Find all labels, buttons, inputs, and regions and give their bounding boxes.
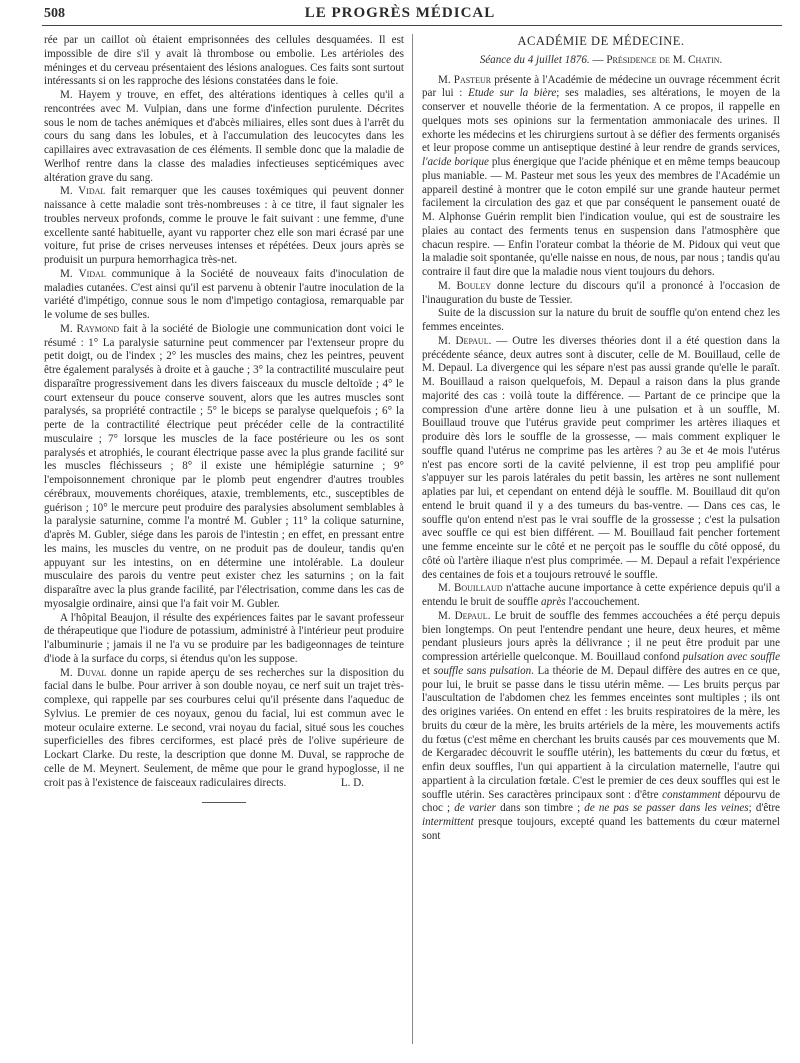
paragraph-text: presque toujours, excepté quand les battements du cœur maternel sont xyxy=(422,816,780,842)
journal-title: LE PROGRÈS MÉDICAL xyxy=(304,5,496,21)
emphasis: constamment xyxy=(662,788,721,801)
header-rule xyxy=(42,25,782,26)
paragraph-depaul-2: M. Depaul. Le bruit de souffle des femmes accouchées a été perçu depuis bien longtemps. On peut l'entendre pendant une heure, deux heures, et même pendant plusieurs jours après la délivrance ; il ne peut être produit par une compression artérielle quelconque. M. Bouillaud confond pulsation avec souffle et souffle sans pulsation. La théorie de M. Depaul diffère des autres en ce que, pour lui, le bruit se passe dans le tissu utérin même. — Les bruits perçus par l'auscultation de l'abdomen chez les femmes enceintes sont multiples ; ils ont des origines variées. On entend en effet : les bruits respiratoires de la mère, les bruits du cœur de la mère, les bruits artériels de la mère, les mouvements actifs du fœtus (c'est même en cherchant les bruits causés par ces mouvements que M. de Kergaradec découvrit le souffle utérin), les battements du cœur du fœtus, et enfin deux souffles, l'un qui appartient à la circulation maternelle, l'autre qui appartient à la circulation fœtale. C'est le premier de ces deux souffles qui est le souffle utérin. Ses caractères principaux sont : d'être constamment dépourvu de choc ; de varier dans son timbre ; de ne pas se passer dans les veines; d'être intermittent presque toujours, excepté quand les battements du cœur maternel sont xyxy=(422,609,781,842)
author-name: Bouley xyxy=(456,279,492,292)
emphasis: après xyxy=(541,596,566,608)
paragraph-pasteur: M. Pasteur présente à l'Académie de médecine un ouvrage récemment écrit par lui : Etude sur la bière; ses maladies, ses altérations, le moyen de la conserver et nouvelle théorie de la fermentation. A ce propos, il rappelle en quelques mots ses opinions sur la fermentation ammoniacale des urines. Il exhorte les médecins et les chirurgiens surtout à se défier des ferments organisés et leur propose comme un antiseptique destiné à leur rendre de grands services, l'acide borique plus énergique que l'acide phénique et en même temps beaucoup plus maniable. — M. Pasteur met sous les yeux des membres de l'Académie un appareil destiné à montrer que le coton empilé sur une grande hauteur permet facilement la circulation des gaz et que par conséquent le pansement ouaté de M. Alphonse Guérin remplit bien l'indication voulue, qui est de soustraire les plaies au contact des ferments tenus en suspension dans l'atmosphère que chacun respire. — Enfin l'orateur combat la théorie de M. Pidoux qui veut que la maladie soit spontanée, qu'elle naisse en nous, de nous, par nous ; tandis qu'au contraire il faut dire que la maladie nous vient toujours du dehors. xyxy=(422,73,781,278)
paragraph-text: dans son timbre ; xyxy=(500,802,581,815)
paragraph-vidal-2: M. Vidal communique à la Société de nouveaux faits d'inoculation de maladies cutanées. C'est ainsi qu'il est parvenu à obtenir l'autre inoculation de la variété d'impétigo, connue sous le nom d'impetigo contagiosa, remarquable par le volume de ses bulles. xyxy=(44,267,404,321)
paragraph-text: fait remarquer que les causes toxémiques qui peuvent donner naissance à cette maladie sont très-nombreuses : à ce titre, il faut signaler les troubles nerveux profonds, comme le prouve le fait suivant : une femme, d'une excellente santé habituelle, ayant vu rapporter chez elle son mari écrasé par une voiture, fut prise de crises nerveuses intenses et répétées. Deux jours après se produisit un purpura hemorrhagica très-net. xyxy=(44,185,404,266)
paragraph-caillot: rée par un caillot où étaient emprisonnées des cellules desquamées. Il est impossible de dire s'il y avait là thrombose ou embolie. Les artérioles des méninges et du cerveau présentaient des lésions analogues. Ces faits sont surtout intéressants si on les rapproche des lésions constatées dans le foie. xyxy=(44,34,404,88)
author-name: Raymond xyxy=(76,322,120,335)
author-name: Bouillaud xyxy=(453,582,503,595)
book-title: Etude sur la bière xyxy=(468,87,557,100)
paragraph-raymond: M. Raymond fait à la société de Biologie une communication dont voici le résumé : 1° La paralysie saturnine peut commencer par l'extenseur propre du petit doigt, ou de l'index ; 2° les muscles des mains, chez les peintres, peuvent être également paralysés à droite et à gauche ; 3° la contractilité musculaire peut disparaître progressivement dans les divers faisceaux du muscle deltoïde ; 4° le court extenseur du pouce conserve souvent, alors que les autres muscles sont paralysés, sa propriété contractile ; 5° le biceps se paralyse quelquefois ; 6° la perte de la contractilité électrique peut précéder celle de la contractilité musculaire ; 7° lorsque les muscles de la face postérieure ou les os sont paralysés et atrophiés, le courant électrique passe avec la plus grande facilité sur les muscles fléchisseurs ; 8° il existe une hémiplégie saturnine ; 9° l'empoisonnement chronique par le plomb peut engendrer d'autres troubles cérébraux, mouvements choréiques, ataxie, tremblements, etc., susceptibles de guérison ; 10° le mercure peut produire des paralysies absolument semblables à la paralysie saturnine, comme l'a montré M. Gubler ; 11° la colique saturnine, d'après M. Gubler, siége dans les parois de l'intestin ; en effet, en pressant entre les mains, les muscles du ventre, on ne produit pas de douleur, tandis qu'en appuyant sur les intestins, on en détermine une intolérable. La douleur musculaire des parois du ventre peut exister chez les saturnins ; on la fait disparaître avec la plus grande facilité, par l'électrisation, comme dans les cas de myosalgie ordinaire, ainsi que l'a fait voir M. Gubler. xyxy=(44,322,404,610)
paragraph-text: ; ses maladies, ses altérations, le moyen de la conserver et nouvelle théorie de la fermentation. A ce propos, il rappelle en quelques mots ses opinions sur la fermentation ammoniacale des urines. Il exhorte les médecins et les chirurgiens surtout à se défier des ferments organisés et leur propose comme un antiseptique destiné à leur rendre de grands services, xyxy=(422,87,781,155)
paragraph-suite: Suite de la discussion sur la nature du bruit de souffle qu'on entend chez les femmes enceintes. xyxy=(422,307,780,333)
emphasis: de varier xyxy=(454,802,496,815)
acid-name: l'acide borique xyxy=(422,156,489,168)
paragraph-depaul-1: M. Depaul. — Outre les diverses théories dont il a été question dans la précédente séance, deux autres sont à discuter, celle de M. Bouillaud, celle de M. Depaul. La divergence qui les sépare n'est pas aussi grande qu'elle le paraît. M. Bouillaud a raison quelquefois, M. Depaul a raison dans la plus grande majorité des cas : voilà toute la différence. — Partant de ce principe que la compression d'une artère donne lieu à une pulsation et à un souffle, M. Bouillaud trouve que l'utérus gravide peut comprimer les artères iliaques et produire dès lors le souffle de la grossesse, — mais comment expliquer le souffle quand l'utérus ne comprime pas les artères ? au 3e et 4e mois l'utérus n'est pas encore sorti de la cavité pelvienne, il est trop peu amplifié pour s'appuyer sur les parois latérales du petit bassin, les artères ne sont nullement aplaties par lui, et cependant on entend déjà le souffle. M. Bouillaud dit qu'on entend le bruit quand il y a des tumeurs du bas-ventre. — Dans ces cas, le souffle qu'on entend n'est pas le vrai souffle de la grossesse ; c'est la pulsation avec souffle ce qui est bien différent. — M. Bouillaud fait pencher fortement une femme enceinte sur le côté et ne perçoit pas le souffle du côté opposé, du côté où l'artère iliaque n'est plus comprimée. — M. Depaul a refait l'expérience des centaines de fois et a toujours retrouvé le souffle. xyxy=(422,334,780,581)
paragraph-text: dépourvu de choc ; xyxy=(422,788,780,815)
paragraph-text: ; d'être xyxy=(748,802,780,815)
paragraph-text: plus énergique que l'acide phénique et en même temps beaucoup plus maniable. — M. Pasteur met sous les yeux des membres de l'Académie un appareil destiné à montrer que le coton empilé sur une grande hauteur permet facilement la circulation des gaz et que par conséquent le pansement ouaté de M. Alphonse Guérin remplit bien l'indication voulue, qui est de soustraire les plaies au contact des ferments tenus en suspension dans l'atmosphère que chacun respire. — Enfin l'orateur combat la théorie de M. Pidoux qui veut que la maladie soit spontanée, qu'elle naisse en nous, de nous, par nous ; tandis qu'au contraire il faut dire que la maladie nous vient toujours du dehors. xyxy=(422,156,780,278)
right-column xyxy=(422,34,780,844)
paragraph-bouillaud: M. Bouillaud n'attache aucune importance à cette expérience depuis qu'il a entendu le bruit de souffle après l'accouchement. xyxy=(422,582,780,608)
paragraph-text: . La théorie de M. Depaul diffère des autres en ce que, pour lui, le bruit se passe dans le tissu utérin même. — Les bruits perçus par l'auscultation de l'abdomen chez les femmes enceintes sont multiples ; ils ont des origines variées. On entend en effet : les bruits respiratoires de la mère, les bruits du cœur de la mère, les bruits artériels de la mère, les mouvements actifs du fœtus (c'est même en cherchant les bruits causés par ces mouvements que M. de Kergaradec découvrit le souffle utérin), les battements du cœur du fœtus, et enfin deux souffles, l'un qui appartient à la circulation maternelle, l'autre qui appartient à la circulation fœtale. C'est le premier de ces deux souffles qui est le souffle utérin. Ses caractères principaux sont : d'être xyxy=(422,664,780,801)
paragraph-text: — Outre les diverses théories dont il a été question dans la précédente séance, deux autres sont à discuter, celle de M. Bouillaud, celle de M. Depaul. La divergence qui les sépare n'est pas aussi grande qu'elle le paraît. M. Bouillaud a raison quelquefois, M. Depaul a raison dans la plus grande majorité des cas : voilà toute la différence. — Partant de ce principe que la compression d'une artère donne lieu à une pulsation et à un souffle, M. Bouillaud trouve que l'utérus gravide peut comprimer les artères iliaques et produire dès lors le souffle de la grossesse, — mais comment expliquer le souffle quand l'utérus ne comprime pas les artères ? au 3e et 4e mois l'utérus n'est pas encore sorti de la cavité pelvienne, il est trop peu amplifié pour s'appuyer sur les parois latérales du petit bassin, les artères ne sont nullement aplaties par lui, et cependant on entend déjà le souffle. M. Bouillaud dit qu'on entend le bruit quand il y a des tumeurs du bas-ventre. — Dans ces cas, le souffle qu'on entend n'est pas le vrai souffle de la grossesse ; c'est la pulsation avec souffle ce qui est bien différent. — M. Bouillaud fait pencher fortement une femme enceinte sur le côté et ne perçoit pas le souffle du côté opposé, du côté où l'artère iliaque n'est plus comprimée. — M. Depaul a refait l'expérience des centaines de fois et a toujours retrouvé le souffle. xyxy=(422,334,780,581)
paragraph-text: donne lecture du discours qu'il a prononcé à l'occasion de l'inauguration du buste de Tessier. xyxy=(422,279,780,306)
paragraph-text: et xyxy=(422,664,431,677)
paragraph-text: donne un rapide aperçu de ses recherches sur la disposition du facial dans le bulbe. Pour arriver à son double noyau, ce nerf suit un trajet très-complexe, qui rappelle par ses courbures celui qu'il présente dans l'aqueduc de Sylvius. Le premier de ces noyaux, genou du facial, lui est commun avec le moteur oculaire externe. Le second, vrai noyau du facial, situé sous les couches superficielles des fibres cerciformes, est placé près de l'olive supérieure de Lockart Clarke. Du reste, la description que donne M. Duval, se rapproche de celle de M. Meynert. Seulement, de même que pour le grand hypoglosse, il ne croit pas à l'existence de faisceaux radiculaires directs. xyxy=(44,666,404,789)
paragraph-duval: M. Duval donne un rapide aperçu de ses recherches sur la disposition du facial dans le bulbe. Pour arriver à son double noyau, ce nerf suit un trajet très-complexe, qui rappelle par ses courbures celui qu'il présente dans l'aqueduc de Sylvius. Le premier de ces noyaux, genou du facial, lui est commun avec le moteur oculaire externe. Le second, vrai noyau du facial, situé sous les couches superficielles des fibres cerciformes, est placé près de l'olive supérieure de Lockart Clarke. Du reste, la description que donne M. Duval, se rapproche de celle de M. Meynert. Seulement, de même que pour le grand hypoglosse, il ne croit pas à l'existence de faisceaux radiculaires directs. L. D. xyxy=(44,666,404,789)
section-title: ACADÉMIE DE MÉDECINE. xyxy=(517,34,685,48)
page-number: 508 xyxy=(44,6,65,21)
paragraph-hayem: M. Hayem y trouve, en effet, des altérations identiques à celles qu'il a rencontrées avec M. Vulpian, dans une forme d'infection purulente. Décrites sous le nom de taches anémiques et d'abcès miliaires, elles sont dues à l'arrêt du cours du sang dans les lobules, et à l'accumulation des leucocytes dans les capillaires avec extravasation de ces éléments. Il semble donc que la maladie de Werlhof rentre dans la classe des maladies infectieuses septicémiques avec altération grave du sang. xyxy=(44,89,404,184)
paragraph-text: présente à l'Académie de médecine un ouvrage récemment écrit par lui : xyxy=(422,73,780,100)
paragraph-beaujon: A l'hôpital Beaujon, il résulte des expériences faites par le savant professeur de thérapeutique que l'iodure de potassium, administré à l'intérieur peut produire l'albuminurie ; jamais il ne l'a vu se produire par les badigeonnages de teinture d'iode à la surface du corps, si étendus qu'on les suppose. xyxy=(44,611,404,665)
session-heading xyxy=(422,54,780,68)
emphasis: de ne pas se passer dans les veines xyxy=(584,802,749,815)
column-divider xyxy=(412,34,413,1044)
paragraph-text: Le bruit de souffle des femmes accouchées a été perçu depuis bien longtemps. On peut l'entendre pendant une heure, deux heures, et même pendant plusieurs jours après la délivrance ; il ne peut être produit par une compression artérielle quelconque. M. Bouillaud confond xyxy=(422,609,781,663)
author-name: Vidal xyxy=(78,267,106,280)
emphasis: intermittent xyxy=(422,816,474,828)
presidence: — Présidence de M. Chatin. xyxy=(592,53,723,66)
emphasis: pulsation avec souffle xyxy=(682,651,780,663)
paragraph-text: communique à la Société de nouveaux faits d'inoculation de maladies cutanées. C'est ainsi qu'il est parvenu à obtenir l'autre inoculation de la variété d'impétigo, connue sous le nom d'impetigo contagiosa, remarquable par le volume de ses bulles. xyxy=(44,267,404,321)
left-column xyxy=(44,34,404,803)
author-name: Depaul xyxy=(455,334,489,347)
paragraph-bouley: M. Bouley donne lecture du discours qu'il a prononcé à l'occasion de l'inauguration du buste de Tessier. xyxy=(422,279,780,306)
paragraph-vidal-1: M. Vidal fait remarquer que les causes toxémiques qui peuvent donner naissance à cette maladie sont très-nombreuses : à ce titre, il faut signaler les troubles nerveux profonds, comme le prouve le fait suivant : une femme, d'une excellente santé habituelle, ayant vu rapporter chez elle son mari écrasé par une voiture, fut prise de crises nerveuses intenses et répétées. Deux jours après se produisit un purpura hemorrhagica très-net. xyxy=(44,185,404,266)
author-name: Vidal xyxy=(78,185,106,198)
author-name: Depaul xyxy=(454,609,488,622)
paragraph-text: n'attache aucune importance à cette expérience depuis qu'il a entendu le bruit de souffle xyxy=(422,582,780,608)
emphasis: souffle sans pulsation xyxy=(433,664,532,677)
session-date: Séance du 4 juillet 1876. xyxy=(479,53,590,66)
author-name: Duval xyxy=(77,666,107,679)
paragraph-text: fait à la société de Biologie une communication dont voici le résumé : 1° La paralysie saturnine peut commencer par l'extenseur propre du petit doigt, ou de l'index ; 2° les muscles des mains, chez les peintres, peuvent être également paralysés à droite et à gauche ; 3° la contractilité musculaire peut disparaître progressivement dans les divers faisceaux du muscle deltoïde ; 4° le court extenseur du pouce conserve souvent, alors que les autres muscles sont paralysés, sa propriété contractile ; 5° le biceps se paralyse quelquefois ; 6° la perte de la contractilité électrique peut précéder celle de la contractilité musculaire ; 7° lorsque les muscles de la face postérieure ou les os sont paralysés et atrophiés, le courant électrique passe avec la plus grande facilité sur les muscles fléchisseurs ; 8° il existe une hémiplégie saturnine ; 9° l'empoisonnement chronique par le plomb peut engendrer d'autres troubles cérébraux, mouvements choréiques, ataxie, tremblements, etc., susceptibles de guérison ; 10° le mercure peut produire des paralysies absolument semblables à la paralysie saturnine, comme l'a montré M. Gubler ; 11° la colique saturnine, d'après M. Gubler, siége dans les parois de l'intestin ; en effet, en pressant entre les mains, les muscles du ventre, on ne produit pas de douleur, tandis qu'en appuyant sur les intestins, on en détermine une intolérable. La douleur musculaire des parois du ventre peut exister chez les saturnins ; on la fait disparaître avec la plus grande facilité, par l'électrisation, comme dans les cas de myosalgie ordinaire, ainsi que l'a fait voir M. Gubler. xyxy=(44,322,404,610)
paragraph-text: l'accouchement. xyxy=(568,596,640,608)
end-rule xyxy=(202,802,246,803)
author-name: Pasteur xyxy=(453,73,492,86)
signature: L. D. xyxy=(340,776,364,789)
